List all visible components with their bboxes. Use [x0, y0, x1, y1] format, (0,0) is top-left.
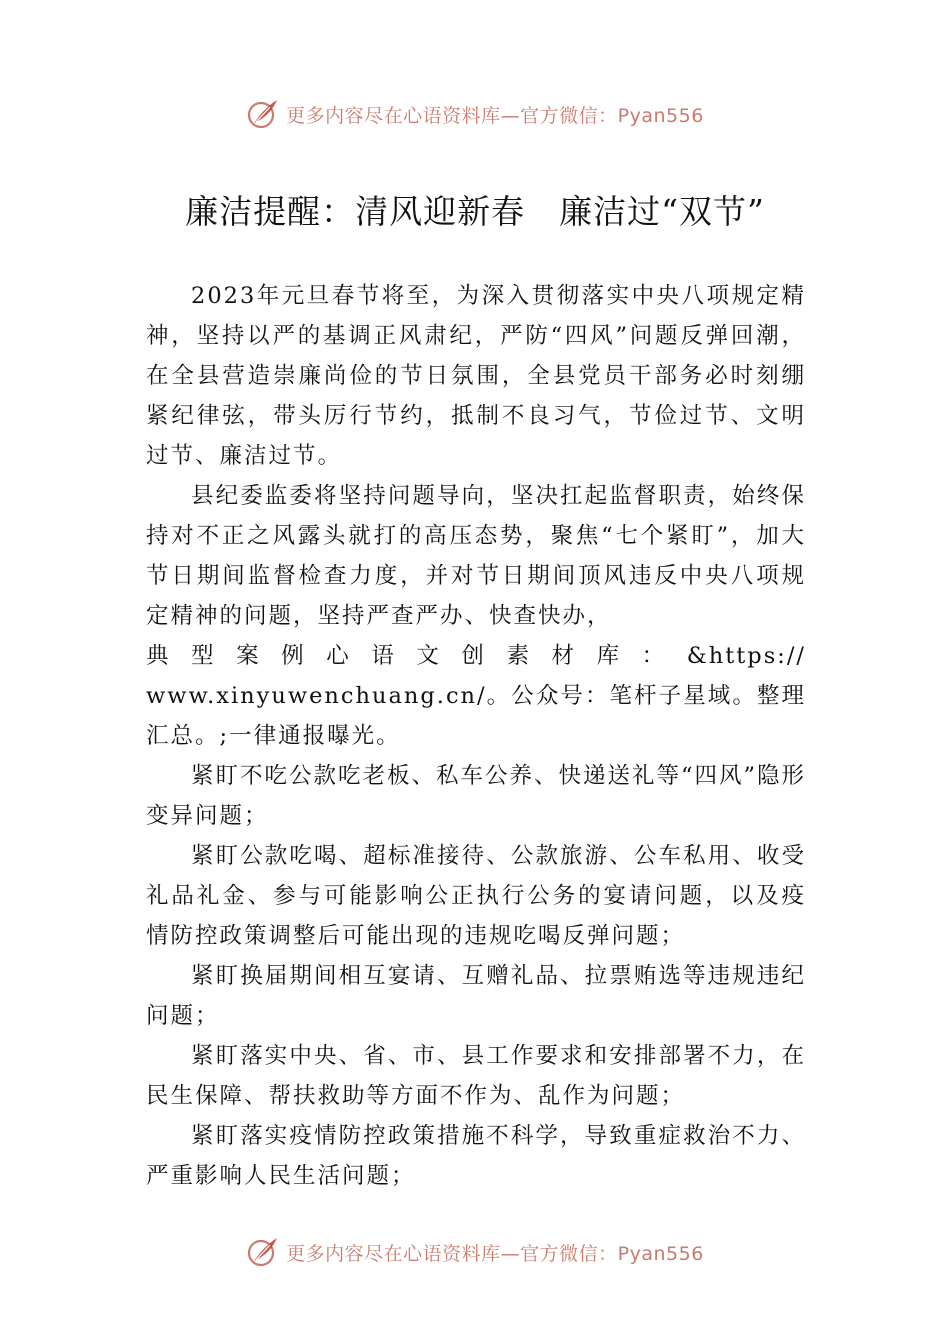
page-title: 廉洁提醒：清风迎新春 廉洁过“双节”	[185, 192, 765, 231]
paragraph-supervision	[146, 476, 806, 636]
paragraph-intro: 2023年元旦春节将至，为深入贯彻落实中央八项规定精神，坚持以严的基调正风肃纪，严防“四风”问题反弹回潮，在全县营造崇廉尚俭的节日氛围，全县党员干部务必时刻绷紧纪律弦，带头厉行节约，抵制不良习气，节俭过节、文明过节、廉洁过节。	[146, 283, 806, 469]
header-watermark	[0, 94, 950, 134]
paragraph-supervision-text: 县纪委监委将坚持问题导向，坚决扛起监督职责，始终保持对不正之风露头就打的高压态势，聚焦“七个紧盯”，加大节日期间监督检查力度，并对节日期间顶风违反中央八项规定精神的问题，坚持严查严办、快查快办，	[146, 483, 806, 629]
paragraph-continuation: www.xinyuwenchuang.cn/。公众号：笔杆子星域。整理汇总。;一律通报曝光。	[146, 683, 806, 749]
watermark-text: 更多内容尽在心语资料库—官方微信：Pyan556	[286, 1242, 704, 1265]
paragraph-item-4: 紧盯落实中央、省、市、县工作要求和安排部署不力，在民生保障、帮扶救助等方面不作为、乱作为问题；	[146, 1043, 806, 1109]
paragraph-item-1: 紧盯不吃公款吃老板、私车公养、快递送礼等“四风”隐形变异问题；	[146, 763, 807, 829]
paragraph-item-5: 紧盯落实疫情防控政策措施不科学，导致重症救治不力、严重影响人民生活问题；	[146, 1123, 806, 1189]
paragraph-spread-line: 典型案例心语文创素材库：&https://	[146, 643, 806, 669]
watermark-text: 更多内容尽在心语资料库—官方微信：Pyan556	[286, 104, 704, 127]
paragraph-item-3: 紧盯换届期间相互宴请、互赠礼品、拉票贿选等违规违纪问题；	[146, 963, 806, 1029]
paragraph-item-2: 紧盯公款吃喝、超标准接待、公款旅游、公车私用、收受礼品礼金、参与可能影响公正执行公务的宴请问题，以及疫情防控政策调整后可能出现的违规吃喝反弹问题；	[146, 843, 806, 949]
feather-pen-logo-icon	[246, 97, 280, 131]
feather-pen-logo-icon	[246, 1235, 280, 1269]
footer-watermark	[0, 1232, 950, 1272]
document-body	[146, 276, 806, 1196]
